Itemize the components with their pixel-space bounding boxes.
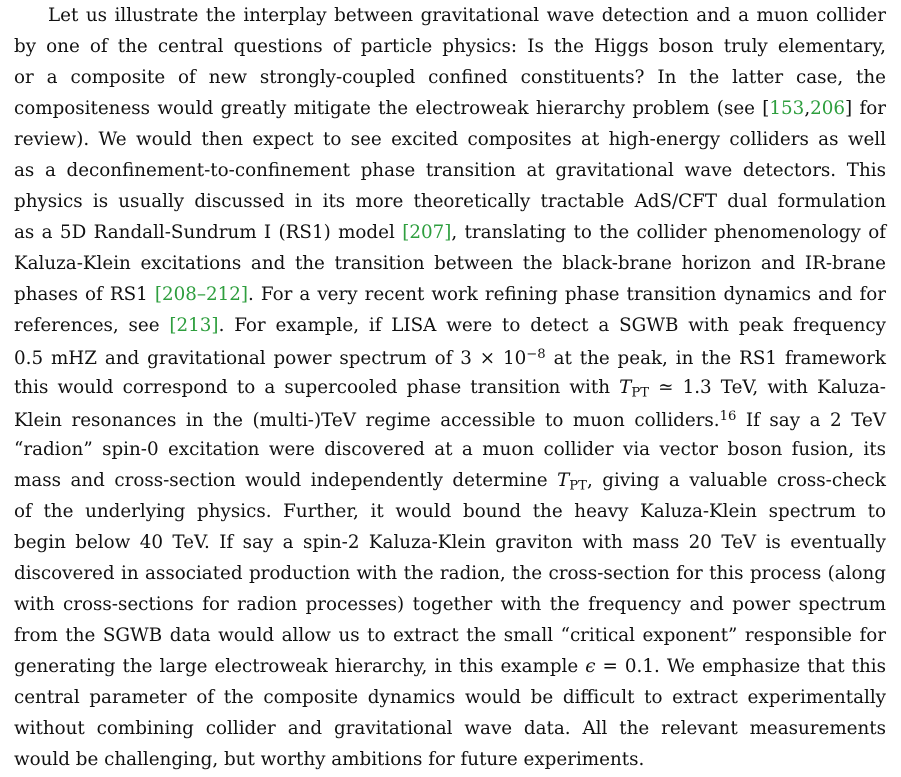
text-line: Klein resonances in the (multi-)TeV regime accessible to muon colliders.$^{16}$ If say a 2 TeV	[14, 409, 886, 431]
text-line: references, see [213]. For example, if LISA were to detect a SGWB with peak frequency	[14, 315, 886, 336]
text-line: begin below 40 TeV. If say a spin-2 Kaluza-Klein graviton with mass 20 TeV is eventually	[14, 532, 886, 553]
text-line: compositeness would greatly mitigate the electroweak hierarchy problem (see [153,206] for	[14, 98, 886, 119]
text-line: Kaluza-Klein excitations and the transition between the black-brane horizon and IR-brane	[14, 253, 886, 274]
text-line: as a deconfinement-to-confinement phase transition at gravitational wave detectors. This	[14, 160, 886, 181]
text-line: “radion” spin-0 excitation were discovered at a muon collider via vector boson fusion, its	[14, 439, 886, 460]
math-symbol: T	[557, 470, 570, 491]
text-line: by one of the central questions of particle physics: Is the Higgs boson truly elementary,	[14, 36, 886, 57]
math-symbol: T	[619, 377, 632, 398]
citation-link[interactable]: 153	[769, 98, 805, 119]
text-line: as a 5D Randall-Sundrum I (RS1) model [207], translating to the collider phenomenology of	[14, 222, 886, 243]
footnote-marker[interactable]: 16	[719, 409, 737, 424]
text-line: Let us illustrate the interplay between gravitational wave detection and a muon collider	[48, 5, 886, 26]
text-line: physics is usually discussed in its more theoretically tractable AdS/CFT dual formulation	[14, 191, 886, 212]
text-line: central parameter of the composite dynamics would be difficult to extract experimentally	[14, 687, 886, 708]
text-line: with cross-sections for radion processes) together with the frequency and power spectrum	[14, 594, 886, 615]
exponent: −8	[526, 347, 546, 362]
text-line: 0.5 mHZ and gravitational power spectrum of $3 \times 10^{-8}$ at the peak, in the RS1 framework	[14, 347, 886, 369]
text-line: review). We would then expect to see excited composites at high-energy colliders as well	[14, 129, 886, 150]
math-symbol: ϵ	[585, 656, 596, 677]
citation-link[interactable]: [207]	[402, 222, 452, 243]
citation-link[interactable]: [213]	[169, 315, 219, 336]
text-line: from the SGWB data would allow us to extract the small “critical exponent” responsible for	[14, 625, 886, 646]
text-line: mass and cross-section would independently determine $T_{PT}$, giving a valuable cross-check	[14, 470, 886, 494]
text-line: without combining collider and gravitational wave data. All the relevant measurements	[14, 718, 886, 739]
citation-link[interactable]: 206	[810, 98, 846, 119]
text-line: generating the large electroweak hierarchy, in this example ϵ = 0.1. We emphasize that this	[14, 656, 886, 677]
math-subscript: PT	[631, 385, 649, 401]
citation-link[interactable]: [208–212]	[154, 284, 249, 305]
text-line: or a composite of new strongly-coupled confined constituents? In the latter case, the	[14, 67, 886, 88]
text-line: this would correspond to a supercooled phase transition with $T_{PT}$ ≃ 1.3 TeV, with Kaluza-	[14, 377, 886, 401]
text-line: phases of RS1 [208–212]. For a very recent work refining phase transition dynamics and for	[14, 284, 886, 305]
text-line: of the underlying physics. Further, it would bound the heavy Kaluza-Klein spectrum to	[14, 501, 886, 522]
math-subscript: PT	[569, 478, 587, 494]
text-line-last: would be challenging, but worthy ambitions for future experiments.	[14, 749, 645, 770]
text-line: discovered in associated production with the radion, the cross-section for this process (along	[14, 563, 886, 584]
